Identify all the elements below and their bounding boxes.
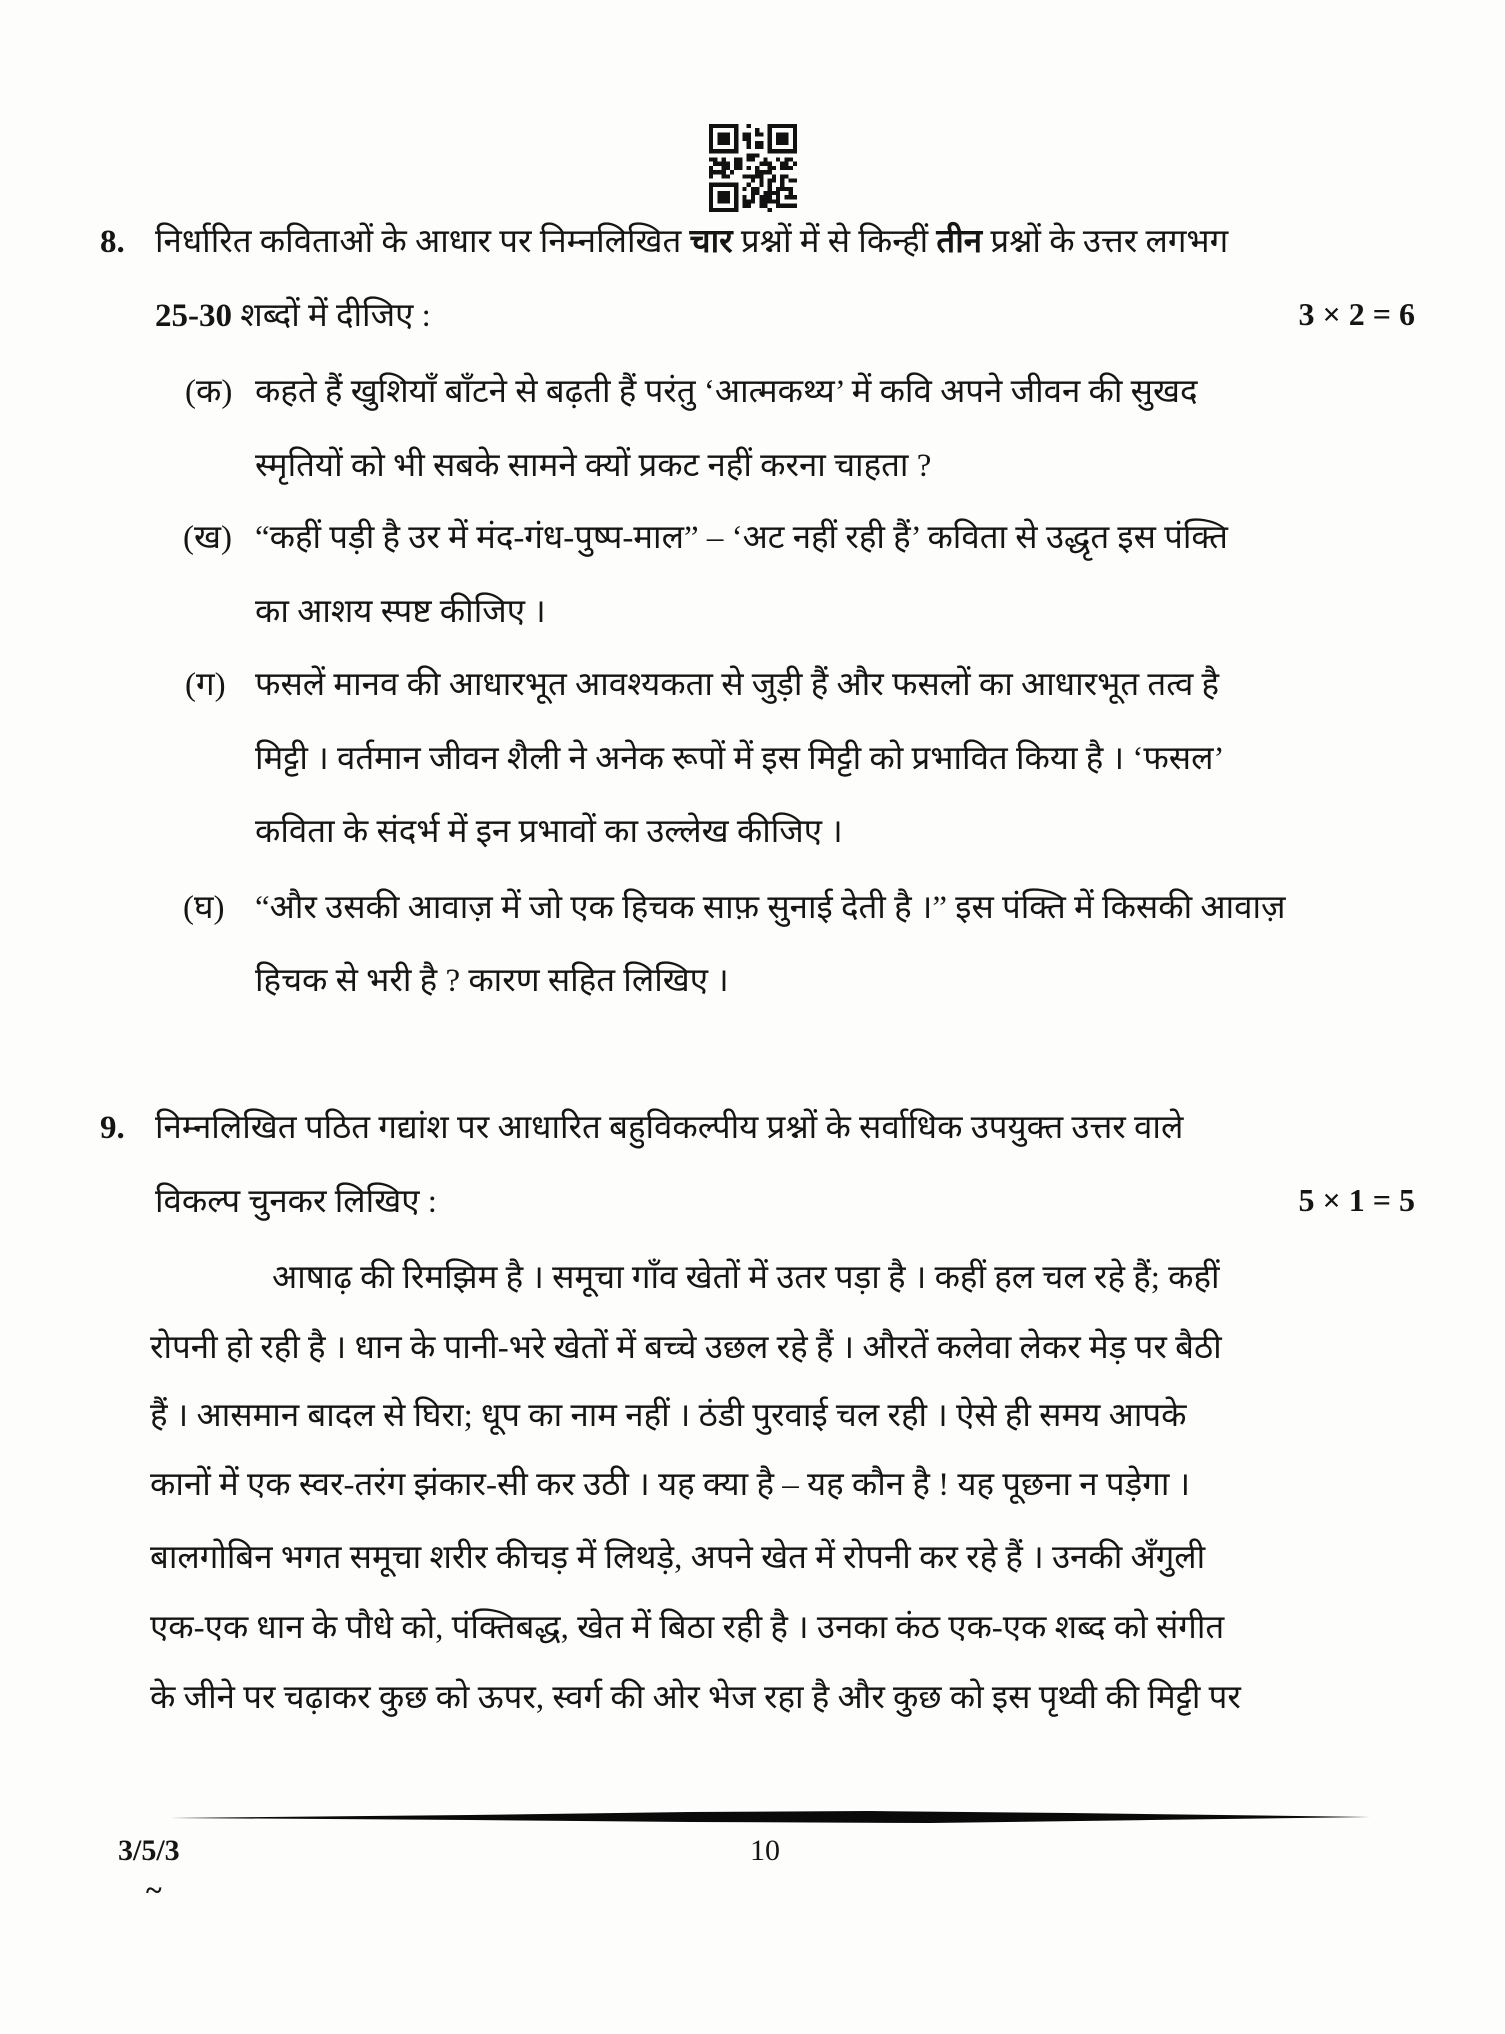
handwritten-tilde-mark: ~ xyxy=(146,1874,162,1907)
question-8-intro-line-2-rest: शब्दों में दीजिए : xyxy=(232,298,431,334)
question-8-number: 8. xyxy=(100,224,125,260)
question-8-intro-seg3: प्रश्नों के उत्तर लगभग xyxy=(982,224,1229,260)
q8-part-gha-label: (घ) xyxy=(183,890,225,926)
question-8-intro-seg1: निर्धारित कविताओं के आधार पर निम्नलिखित xyxy=(155,224,690,260)
q8-part-ga-label: (ग) xyxy=(185,667,226,703)
q8-part-ka-line-2: स्मृतियों को भी सबके सामने क्यों प्रकट नहीं करना चाहता ? xyxy=(255,448,932,484)
passage-line-2: रोपनी हो रही है । धान के पानी-भरे खेतों में बच्चे उछल रहे हैं । औरतें कलेवा लेकर मेड़ पर बैठी xyxy=(150,1330,1222,1366)
question-9-intro-line-1: निम्नलिखित पठित गद्यांश पर आधारित बहुविकल्पीय प्रश्नों के सर्वाधिक उपयुक्त उत्तर वाले xyxy=(155,1110,1184,1146)
question-8-intro-line-1 xyxy=(155,222,1228,263)
q8-part-ga-line-3: कविता के संदर्भ में इन प्रभावों का उल्लेख कीजिए । xyxy=(255,814,843,850)
q8-part-kha-label: (ख) xyxy=(183,520,232,556)
qr-code xyxy=(708,124,798,212)
question-8-marks: 3 × 2 = 6 xyxy=(1298,296,1415,332)
footer-rule-graphic xyxy=(170,1810,1370,1824)
question-9-marks: 5 × 1 = 5 xyxy=(1298,1182,1415,1218)
q8-part-gha-line-1: “और उसकी आवाज़ में जो एक हिचक साफ़ सुनाई देती है ।” इस पंक्ति में किसकी आवाज़ xyxy=(255,890,1286,926)
passage-line-5: बालगोबिन भगत समूचा शरीर कीचड़ में लिथड़े, अपने खेत में रोपनी कर रहे हैं । उनकी अँगुली xyxy=(150,1540,1206,1576)
passage-line-4: कानों में एक स्वर-तरंग झंकार-सी कर उठी । यह क्या है – यह कौन है ! यह पूछना न पड़ेगा । xyxy=(150,1467,1191,1503)
paper-code: 3/5/3 xyxy=(118,1834,180,1867)
question-8-intro-line-2 xyxy=(155,296,431,337)
question-8-intro-seg2: प्रश्नों में से किन्हीं xyxy=(732,224,937,260)
passage-line-7: के जीने पर चढ़ाकर कुछ को ऊपर, स्वर्ग की ओर भेज रहा है और कुछ को इस पृथ्वी की मिट्टी पर xyxy=(150,1680,1241,1716)
question-8-intro-bold2: तीन xyxy=(936,224,983,260)
q8-part-ka-label: (क) xyxy=(185,374,233,410)
question-9-number: 9. xyxy=(100,1110,125,1146)
question-8-intro-bold1: चार xyxy=(689,224,733,260)
q8-part-kha-line-2: का आशय स्पष्ट कीजिए । xyxy=(255,594,546,630)
q8-part-gha-line-2: हिचक से भरी है ? कारण सहित लिखिए । xyxy=(255,963,729,999)
page-number: 10 xyxy=(750,1834,780,1867)
question-9-intro-line-2: विकल्प चुनकर लिखिए : xyxy=(155,1184,437,1220)
passage-line-6: एक-एक धान के पौधे को, पंक्तिबद्ध, खेत में बिठा रही है । उनका कंठ एक-एक शब्द को संगीत xyxy=(150,1610,1225,1646)
qr-code-graphic xyxy=(708,124,798,212)
question-8-word-limit: 25-30 xyxy=(155,298,232,334)
q8-part-kha-line-1: “कहीं पड़ी है उर में मंद-गंध-पुष्प-माल” – ‘अट नहीं रही हैं’ कविता से उद्धृत इस पंक्ति xyxy=(255,520,1228,556)
passage-line-3: हैं । आसमान बादल से घिरा; धूप का नाम नहीं । ठंडी पुरवाई चल रही । ऐसे ही समय आपके xyxy=(150,1398,1187,1434)
passage-line-1: आषाढ़ की रिमझिम है । समूचा गाँव खेतों में उतर पड़ा है । कहीं हल चल रहे हैं; कहीं xyxy=(272,1260,1220,1296)
q8-part-ka-line-1: कहते हैं खुशियाँ बाँटने से बढ़ती हैं परंतु ‘आत्मकथ्य’ में कवि अपने जीवन की सुखद xyxy=(255,374,1198,410)
footer-rule xyxy=(170,1810,1370,1824)
q8-part-ga-line-2: मिट्टी । वर्तमान जीवन शैली ने अनेक रूपों में इस मिट्टी को प्रभावित किया है । ‘फसल’ xyxy=(255,741,1225,777)
q8-part-ga-line-1: फसलें मानव की आधारभूत आवश्यकता से जुड़ी हैं और फसलों का आधारभूत तत्व है xyxy=(255,667,1220,703)
